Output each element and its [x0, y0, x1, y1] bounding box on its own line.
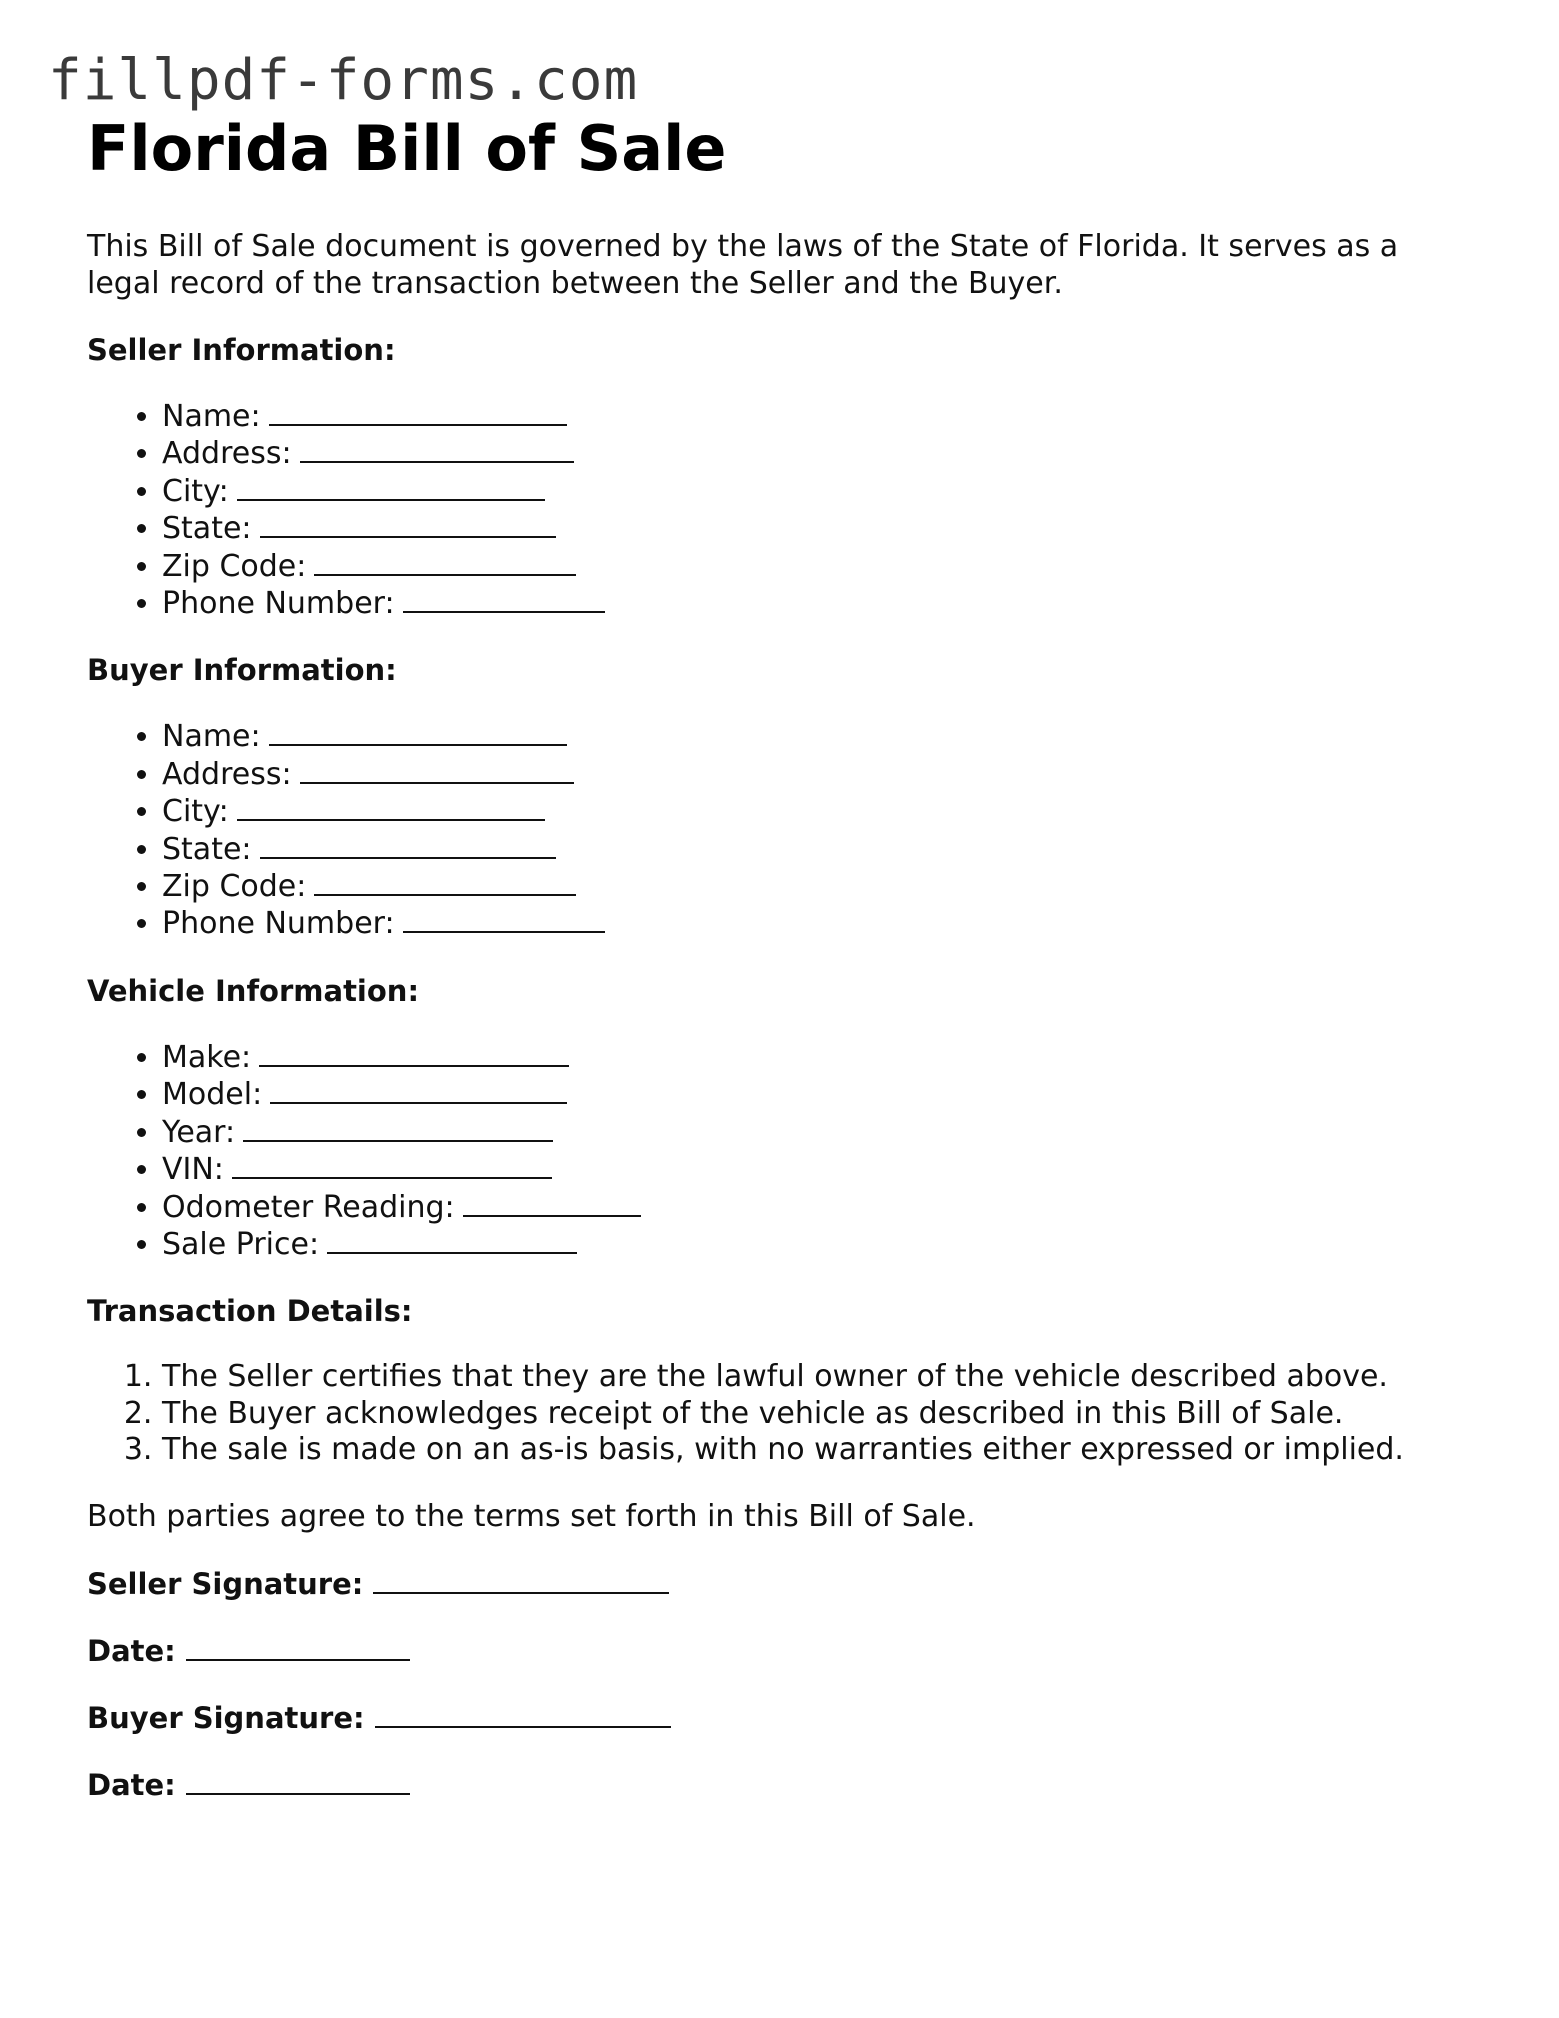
intro-paragraph: This Bill of Sale document is governed by the laws of the State of Florida. It serves as a legal record of the transaction between the Seller and the Buyer. [87, 229, 1399, 301]
vehicle-vin-item [162, 1151, 1487, 1188]
buyer-date-line [87, 1767, 1487, 1803]
seller-address-item [162, 435, 1487, 472]
buyer-address-item [162, 756, 1487, 793]
transaction-term: 3. The sale is made on an as-is basis, with no warranties either expressed or implied. [162, 1432, 1487, 1468]
buyer-section-heading: Buyer Information: [87, 653, 397, 688]
buyer-phone-item [162, 905, 1487, 942]
field-label: Zip Code: [162, 548, 307, 584]
seller-section-heading: Seller Information: [87, 333, 396, 367]
field-label: City: [162, 794, 229, 830]
vehicle-price-blank[interactable] [327, 1226, 577, 1254]
field-label: VIN: [162, 1152, 224, 1188]
field-label: State: [162, 831, 252, 867]
buyer-zip-item [162, 868, 1487, 905]
buyer-date-label: Date: [87, 1767, 176, 1802]
vehicle-odometer-blank[interactable] [463, 1189, 641, 1217]
field-label: Name: [162, 719, 261, 755]
document-title: Florida Bill of Sale [87, 112, 727, 185]
buyer-city-blank[interactable] [237, 793, 545, 821]
transaction-section-heading: Transaction Details: [87, 1294, 413, 1329]
seller-phone-item [162, 585, 1487, 622]
seller-name-blank[interactable] [269, 398, 567, 426]
buyer-signature-label: Buyer Signature: [87, 1700, 365, 1735]
seller-zip-item [162, 548, 1487, 585]
seller-city-item [162, 473, 1487, 510]
field-label: Phone Number: [162, 906, 395, 942]
seller-zip-blank[interactable] [314, 548, 576, 576]
seller-state-blank[interactable] [260, 510, 556, 538]
vehicle-vin-blank[interactable] [232, 1151, 552, 1179]
seller-field-list [87, 398, 1487, 622]
transaction-term: 2. The Buyer acknowledges receipt of the vehicle as described in this Bill of Sale. [162, 1396, 1487, 1432]
vehicle-make-item [162, 1039, 1487, 1076]
buyer-state-blank[interactable] [260, 831, 556, 859]
document-page [87, 110, 1487, 1803]
vehicle-year-blank[interactable] [243, 1114, 553, 1142]
agreement-statement: Both parties agree to the terms set forth in this Bill of Sale. [87, 1498, 976, 1534]
buyer-state-item [162, 831, 1487, 868]
field-label: Phone Number: [162, 586, 395, 622]
field-label: Odometer Reading: [162, 1189, 455, 1225]
seller-date-label: Date: [87, 1633, 176, 1668]
seller-date-blank[interactable] [186, 1633, 410, 1661]
field-label: Address: [162, 756, 292, 792]
vehicle-model-blank[interactable] [270, 1076, 567, 1104]
vehicle-field-list [87, 1039, 1487, 1263]
field-label: Model: [162, 1077, 263, 1113]
seller-phone-blank[interactable] [403, 585, 605, 613]
buyer-date-blank[interactable] [186, 1767, 410, 1795]
vehicle-price-item [162, 1226, 1487, 1263]
buyer-phone-blank[interactable] [403, 905, 605, 933]
seller-signature-label: Seller Signature: [87, 1566, 364, 1601]
field-label: Make: [162, 1039, 252, 1075]
buyer-field-list [87, 718, 1487, 942]
seller-signature-blank[interactable] [373, 1566, 669, 1594]
vehicle-make-blank[interactable] [259, 1039, 569, 1067]
field-label: State: [162, 511, 252, 547]
buyer-address-blank[interactable] [300, 756, 574, 784]
field-label: Zip Code: [162, 869, 307, 905]
buyer-name-blank[interactable] [269, 718, 567, 746]
seller-signature-line [87, 1566, 1487, 1602]
vehicle-year-item [162, 1114, 1487, 1151]
seller-date-line [87, 1633, 1487, 1669]
buyer-signature-line [87, 1700, 1487, 1736]
vehicle-section-heading: Vehicle Information: [87, 973, 420, 1008]
field-label: Year: [162, 1114, 236, 1150]
field-label: City: [162, 473, 229, 509]
transaction-terms-list [87, 1359, 1487, 1468]
field-label: Address: [162, 436, 292, 472]
seller-name-item [162, 398, 1487, 435]
transaction-term: 1. The Seller certifies that they are the lawful owner of the vehicle described above. [162, 1359, 1487, 1395]
field-label: Sale Price: [162, 1226, 320, 1262]
seller-state-item [162, 510, 1487, 547]
vehicle-model-item [162, 1076, 1487, 1113]
buyer-zip-blank[interactable] [314, 868, 576, 896]
buyer-name-item [162, 718, 1487, 755]
seller-address-blank[interactable] [300, 435, 574, 463]
watermark: fillpdf-forms.com [48, 48, 639, 113]
field-label: Name: [162, 399, 261, 434]
buyer-signature-blank[interactable] [375, 1700, 671, 1728]
seller-city-blank[interactable] [237, 473, 545, 501]
vehicle-odometer-item [162, 1189, 1487, 1226]
buyer-city-item [162, 793, 1487, 830]
